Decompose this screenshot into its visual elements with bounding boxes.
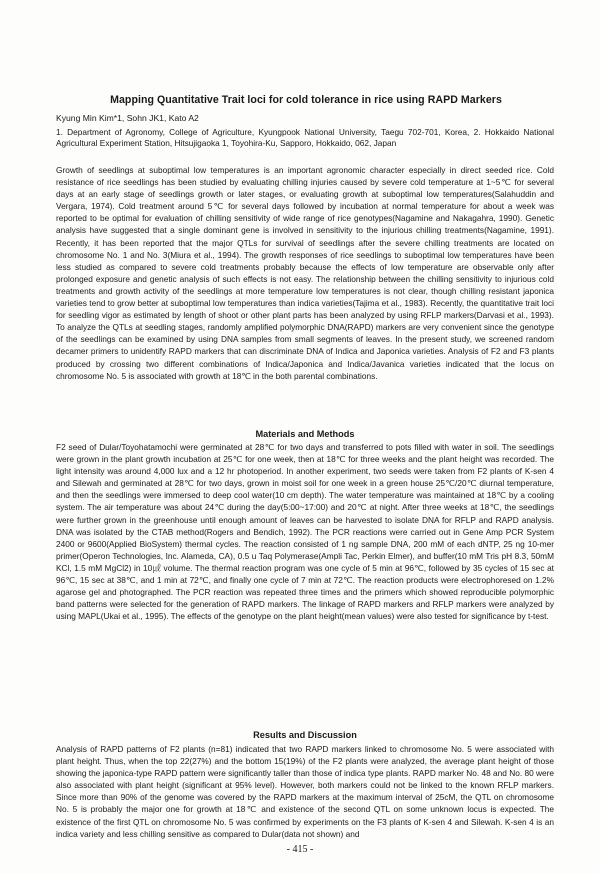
paper-title: Mapping Quantitative Trait loci for cold tolerance in rice using RAPD Markers <box>110 94 502 106</box>
affiliations: 1. Department of Agronomy, College of Agriculture, Kyungpook National University, Taegu 702-701, Korea, 2. Hokkaido National Agricultural Experiment Station, Hitsujigaoka 1, Toyohira-Ku, Sapporo, Hokkaido, 062, Japan <box>56 127 554 149</box>
results-heading: Results and Discussion <box>253 730 357 740</box>
methods-heading: Materials and Methods <box>255 429 355 439</box>
page-number: - 415 - <box>286 844 314 855</box>
introduction-paragraph: Growth of seedlings at suboptimal low temperatures is an important agronomic character especially in direct seeded rice. Cold resistance of rice seedlings has been studied by evaluating chilling injuries caused by severe cold temperature at 1~5℃ for several days at an early stage of seedlings growth or later stages, or evaluating growth at suboptimal low temperatures(Salahuddin and Vergara, 1974). Cold treatment around 5℃ for several days followed by incubation at normal temperature for about a week was reported to be optimal for evaluation of chilling sensitivity of wide range of rice genotypes(Nagamine and Nakagahra, 1990). Genetic analysis have suggested that a single dominant gene is involved in sensitivity to the injurious chilling treatments(Nagamine, 1991). Recently, it has been reported that the major QTLs for survival of seedlings after the severe chilling treatments are located on chromosome No. 1 and No. 3(Miura et al., 1994). The growth responses of rice seedlings to suboptimal low temperatures have been less studied as compared to severe cold treatments probably because the effects of low temperature are observable only after prolonged exposure and genetic analysis of such effects is not easy. The relationship between the chilling sensitivity to injurious cold treatments and growth activity of the seedlings at more temperature low temperatures is not clear, though chilling resistant japonica varieties tend to grow better at suboptimal low temperatures than indica varieties(Tajima et al., 1983). Recently, the quantitative trait loci for seedling vigor as estimated by length of shoot or other plant parts has been analyzed by using RFLP markers(Darvasi et al., 1993). To analyze the QTLs at seedling stages, randomly amplified polymorphic DNA(RAPD) markers are very convenient since the genotype of the seedlings can be examined by using DNA samples from small segments of leaves. In the present study, we screened random decamer primers to unidentify RAPD markers that can discriminate DNA of Indica and Japonica varieties. Analysis of F2 and F3 plants produced by crossing two different combinations of Indica/Japonica and Indica/Javanica varieties indicated that the locus on chromosome No. 5 is associated with growth at 18℃ in the both parental combinations. <box>56 165 554 381</box>
results-paragraph: Analysis of RAPD patterns of F2 plants (n=81) indicated that two RAPD markers linked to chromosome No. 5 were associated with plant height. Thus, when the top 22(27%) and the bottom 15(19%) of the F2 plants were analyzed, the average plant height of those showing the japonica-type RAPD pattern were significantly taller than those of indica type plants. RAPD marker No. 48 and No. 80 were also associated with plant height (significant at 95% level). However, both markers could not be linked to the known RFLP markers. Since more than 90% of the genome was covered by the RAPD markers at the maximum interval of 25cM, the QTL on chromosome No. 5 is probably the major one for growth at 18℃ and existence of the second QTL on some unknown locus is expected. The existence of the first QTL on chromosome No. 5 was confirmed by experiments on the F3 plants of K-sen 4 and Silewah. K-sen 4 is an indica variety and less chilling sensitive as compared to Dular(data not shown) and <box>56 744 554 839</box>
author-list: Kyung Min Kim*1, Sohn JK1, Kato A2 <box>56 113 199 123</box>
methods-paragraph: F2 seed of Dular/Toyohatamochi were germinated at 28℃ for two days and transferred to pots filled with water in soil. The seedlings were grown in the plant growth incubation at 25℃ for one week, then at 18℃ for three weeks and the plant height was recorded. The light intensity was around 4,000 lux and a 12 hr photoperiod. In another experiment, two seeds were taken from F2 plants of K-sen 4 and Silewah and germinated at 28℃ for two days, grown in moist soil for one week in a green house 25℃/20℃ diurnal temperature, and then the seedlings were immersed to deep cool water(10 cm depth). The water temperature was maintained at 18℃ by a cooling system. The air temperature was about 24℃ during the day(5:00~17:00) and 20℃ at night. After three weeks at 18℃, the seedlings were further grown in the greenhouse until enough amount of leaves can be harvested to isolate DNA for RFLP and RAPD analysis. DNA was isolated by the CTAB method(Rogers and Bendich, 1992). The PCR reactions were carried out in Gene Amp PCR System 2400 or 9600(Applied BioSystem) thermal cycles. The reaction consisted of 1 ng sample DNA, 200 mM of each dNTP, 25 ng 10-mer primer(Operon Technologies, Inc. Alameda, CA), 0.5 u Taq Polymerase(Ampli Tac, Perkin Elmer), and buffer(10 mM Tris pH 8.3, 50mM KCl, 1.5 mM MgCl2) in 10㎕ volume. The thermal reaction program was one cycle of 5 min at 96℃, followed by 35 cycles of 15 sec at 96℃, 15 sec at 38℃, and 1 min at 72℃, and finally one cycle of 7 min at 72℃. The reaction products were electrophoresed on 1.2% agarose gel and photographed. The PCR reaction was repeated three times and the primers which showed reproducible polymorphic band patterns were selected for the generation of RAPD markers. The linkage of RAPD markers and RFLP markers were analyzed by using MAPL(Ukai et al., 1995). The effects of the genotype on the plant height(mean values) were also tested for significance by t-test. <box>56 442 554 622</box>
